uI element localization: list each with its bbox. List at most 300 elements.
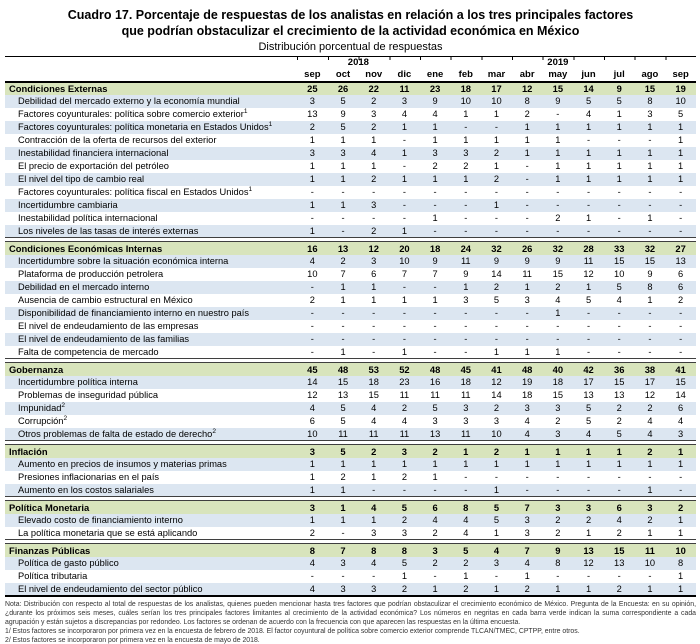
value-cell: 1 <box>297 225 328 238</box>
value-cell: 1 <box>493 135 500 145</box>
value-cell: 12 <box>644 390 656 400</box>
value-cell: 2 <box>481 281 512 294</box>
value-cell: 2 <box>481 173 512 186</box>
section-total-cell: 48 <box>512 363 543 376</box>
value-cell: 15 <box>604 376 635 389</box>
value-cell: - <box>617 321 621 331</box>
value-cell: 5 <box>481 514 512 527</box>
value-cell: - <box>617 213 621 223</box>
table-row <box>5 268 696 281</box>
value-cell: - <box>648 321 652 331</box>
value-cell: 10 <box>481 428 512 441</box>
value-cell: 13 <box>614 390 625 400</box>
value-cell: 5 <box>493 295 500 305</box>
value-cell: 1 <box>481 527 512 540</box>
value-cell: - <box>389 484 420 497</box>
value-cell: 5 <box>328 95 359 108</box>
value-cell: 4 <box>616 295 622 305</box>
value-cell: 4 <box>358 147 389 160</box>
value-cell: 11 <box>358 428 389 441</box>
value-cell: - <box>372 187 376 197</box>
value-cell: 1 <box>450 458 481 471</box>
value-cell: 1 <box>309 135 315 145</box>
value-cell: 1 <box>481 346 512 359</box>
section-total-cell: 45 <box>450 363 481 376</box>
value-cell: 6 <box>665 402 696 415</box>
section-total-cell: 42 <box>573 363 604 376</box>
value-cell: 3 <box>665 428 696 441</box>
value-cell: 1 <box>420 121 451 134</box>
value-cell: 1 <box>573 281 604 294</box>
value-cell: - <box>358 333 389 346</box>
value-cell: 2 <box>555 416 561 426</box>
value-cell: 1 <box>555 135 561 145</box>
table-row <box>5 121 696 134</box>
section-total-cell: 9 <box>604 82 635 95</box>
value-cell: 14 <box>675 390 686 400</box>
value-cell: 1 <box>328 514 359 527</box>
table-row <box>5 173 696 186</box>
value-cell: 4 <box>647 416 653 426</box>
value-cell: - <box>450 333 481 346</box>
value-cell: - <box>679 213 683 223</box>
table-row <box>5 428 696 441</box>
value-cell: 15 <box>665 376 696 389</box>
row-label <box>5 333 297 346</box>
row-label <box>5 281 297 294</box>
value-cell: 1 <box>481 458 512 471</box>
value-cell: 5 <box>585 295 592 305</box>
value-cell: 4 <box>555 295 561 305</box>
value-cell: - <box>389 333 420 346</box>
value-cell: 2 <box>450 557 481 570</box>
section-total-cell: 3 <box>420 544 451 557</box>
section-header-label: Política Monetaria <box>5 501 297 514</box>
value-cell: - <box>297 307 328 320</box>
value-cell: 2 <box>604 527 635 540</box>
value-cell: - <box>402 321 406 331</box>
value-cell: - <box>586 321 591 331</box>
value-cell: - <box>389 199 420 212</box>
row-label <box>5 121 297 134</box>
value-cell: 4 <box>604 514 635 527</box>
value-cell: 3 <box>420 147 451 160</box>
section-total-cell: 1 <box>665 445 696 458</box>
value-cell: 18 <box>521 390 533 400</box>
value-cell: 8 <box>635 281 666 294</box>
section-header-row <box>5 445 696 458</box>
row-label <box>5 527 297 540</box>
value-cell: - <box>573 199 604 212</box>
value-cell: 10 <box>450 95 481 108</box>
value-cell: 1 <box>371 161 377 171</box>
value-cell: 1 <box>573 121 604 134</box>
section-total-cell: 7 <box>512 544 543 557</box>
value-cell: - <box>635 346 666 359</box>
section-total-cell: 3 <box>543 501 574 514</box>
title-line-2: que podrían obstaculizar el crecimiento de la actividad económica en México <box>121 24 580 38</box>
value-cell: 2 <box>297 527 328 540</box>
value-cell: - <box>328 527 359 540</box>
value-cell: 1 <box>432 472 438 482</box>
section-total-cell: 6 <box>604 501 635 514</box>
value-cell: 2 <box>328 255 359 268</box>
row-label-text: Inestabilidad financiera internacional <box>18 148 169 158</box>
table-row <box>5 307 696 320</box>
value-cell: 1 <box>358 281 389 294</box>
value-cell: 1 <box>328 458 359 471</box>
section-total-cell: 18 <box>450 82 481 95</box>
section-total-cell: 26 <box>328 82 359 95</box>
value-cell: - <box>358 307 389 320</box>
value-cell: 1 <box>512 121 543 134</box>
row-label-text: Debilidad del mercado externo y la economía mundial <box>18 96 240 106</box>
section-total-cell: 1 <box>328 501 359 514</box>
month-header: abr <box>512 69 543 82</box>
value-cell: - <box>665 307 696 320</box>
value-cell: 6 <box>665 281 696 294</box>
value-cell: 4 <box>297 255 328 268</box>
year-corner-cell <box>5 57 297 69</box>
value-cell: 3 <box>358 199 389 212</box>
value-cell: 10 <box>389 255 420 268</box>
row-label <box>5 346 297 359</box>
table-row <box>5 514 696 527</box>
value-cell: 8 <box>512 95 543 108</box>
value-cell: - <box>328 307 359 320</box>
row-label <box>5 307 297 320</box>
value-cell: 11 <box>450 428 481 441</box>
section-total-cell: 19 <box>665 82 696 95</box>
value-cell: - <box>604 199 635 212</box>
row-label-text: Política de gasto público <box>18 558 119 568</box>
value-cell: 1 <box>389 225 420 238</box>
section-total-cell: 8 <box>389 544 420 557</box>
section-total-cell: 41 <box>665 363 696 376</box>
value-cell: 9 <box>512 255 543 268</box>
value-cell: - <box>450 346 481 359</box>
value-cell: - <box>556 571 560 581</box>
value-cell: 5 <box>604 95 635 108</box>
value-cell: 1 <box>432 135 438 145</box>
value-cell: 15 <box>328 376 359 389</box>
section-total-cell: 4 <box>481 544 512 557</box>
value-cell: 1 <box>481 199 512 212</box>
row-label-text: Otros problemas de falta de estado de derecho <box>18 428 213 439</box>
value-cell: 4 <box>573 428 604 441</box>
year-label: 2019 <box>420 57 696 69</box>
value-cell: 1 <box>463 135 469 145</box>
value-cell: 18 <box>450 376 481 389</box>
table-row <box>5 199 696 212</box>
month-corner-cell <box>5 69 297 82</box>
value-cell: - <box>450 484 481 497</box>
value-cell: 1 <box>297 173 328 186</box>
value-cell: 2 <box>463 161 469 171</box>
table-row <box>5 458 696 471</box>
value-cell: - <box>341 213 345 223</box>
value-cell: 2 <box>420 527 451 540</box>
value-cell: - <box>450 307 481 320</box>
section-header-row <box>5 82 696 95</box>
value-cell: 3 <box>328 147 359 160</box>
section-total-cell: 2 <box>420 445 451 458</box>
value-cell: 3 <box>463 416 469 426</box>
value-cell: 3 <box>328 583 359 596</box>
value-cell: - <box>310 321 314 331</box>
value-cell: 3 <box>543 402 574 415</box>
value-cell: 2 <box>297 121 328 134</box>
value-cell: 1 <box>524 135 530 145</box>
value-cell: - <box>617 187 621 197</box>
row-label-text: Política tributaria <box>18 571 88 581</box>
value-cell: 1 <box>678 571 684 581</box>
value-cell: 1 <box>389 346 420 359</box>
section-total-cell: 1 <box>450 445 481 458</box>
value-cell: 3 <box>297 147 328 160</box>
value-cell: 1 <box>432 213 438 223</box>
value-cell: 2 <box>309 295 315 305</box>
section-total-cell: 7 <box>512 501 543 514</box>
row-label <box>5 212 297 225</box>
value-cell: 4 <box>358 402 389 415</box>
value-cell: 5 <box>389 557 420 570</box>
value-cell: 5 <box>604 281 635 294</box>
row-label-text: Presiones inflacionarias en el país <box>18 472 160 482</box>
value-cell: - <box>556 472 560 482</box>
value-cell: 1 <box>665 121 696 134</box>
value-cell: - <box>512 199 543 212</box>
value-cell: 3 <box>328 557 359 570</box>
section-total-cell: 11 <box>389 82 420 95</box>
value-cell: 1 <box>401 295 407 305</box>
value-cell: 4 <box>297 583 328 596</box>
row-label-text: Incertidumbre cambiaria <box>18 200 118 210</box>
title-line-1: Cuadro 17. Porcentaje de respuestas de los analistas en relación a los tres principales factores <box>67 8 634 22</box>
value-cell: - <box>635 307 666 320</box>
value-cell: 1 <box>665 583 696 596</box>
value-cell: - <box>494 571 499 581</box>
value-cell: 11 <box>450 255 481 268</box>
value-cell: 1 <box>328 346 359 359</box>
value-cell: - <box>635 333 666 346</box>
value-cell: - <box>402 213 406 223</box>
section-header-label: Gobernanza <box>5 363 297 376</box>
section-total-cell: 2 <box>358 445 389 458</box>
value-cell: - <box>665 199 696 212</box>
value-cell: 8 <box>635 95 666 108</box>
value-cell: - <box>389 307 420 320</box>
row-label <box>5 402 297 415</box>
value-cell: 1 <box>420 173 451 186</box>
value-cell: 2 <box>481 402 512 415</box>
value-cell: 10 <box>307 269 318 279</box>
value-cell: - <box>525 161 529 171</box>
row-label <box>5 147 297 160</box>
value-cell: 2 <box>401 472 407 482</box>
section-total-cell: 1 <box>573 445 604 458</box>
row-label-text: Incertidumbre política interna <box>18 377 138 387</box>
value-cell: 5 <box>340 416 346 426</box>
value-cell: 1 <box>389 147 420 160</box>
value-cell: 4 <box>450 514 481 527</box>
value-cell: - <box>420 281 451 294</box>
value-cell: 15 <box>635 255 666 268</box>
value-cell: 1 <box>512 458 543 471</box>
value-cell: 1 <box>604 147 635 160</box>
value-cell: - <box>341 571 345 581</box>
section-total-cell: 2 <box>481 445 512 458</box>
value-cell: 1 <box>328 199 359 212</box>
value-cell: 4 <box>358 557 389 570</box>
row-label <box>5 570 297 583</box>
value-cell: - <box>494 321 499 331</box>
value-cell: 2 <box>604 583 635 596</box>
section-total-cell: 5 <box>328 445 359 458</box>
section-total-cell: 12 <box>512 82 543 95</box>
value-cell: 6 <box>678 269 684 279</box>
value-cell: 4 <box>297 557 328 570</box>
value-cell: 15 <box>552 269 564 279</box>
value-cell: - <box>420 333 451 346</box>
value-cell: 12 <box>573 557 604 570</box>
value-cell: 17 <box>635 376 666 389</box>
value-cell: 1 <box>678 135 684 145</box>
value-cell: 3 <box>524 295 530 305</box>
value-cell: - <box>617 135 621 145</box>
value-cell: - <box>512 333 543 346</box>
value-cell: 2 <box>358 225 389 238</box>
value-cell: - <box>310 571 314 581</box>
value-cell: 2 <box>555 213 561 223</box>
value-cell: 1 <box>635 583 666 596</box>
section-total-cell: 23 <box>420 82 451 95</box>
row-label-text: Incertidumbre sobre la situación económica interna <box>18 256 229 266</box>
value-cell: 2 <box>358 121 389 134</box>
value-cell: 9 <box>420 255 451 268</box>
value-cell: 2 <box>616 416 622 426</box>
month-header: sep <box>665 69 696 82</box>
value-cell: - <box>420 225 451 238</box>
value-cell: - <box>648 472 652 482</box>
value-cell: - <box>433 571 437 581</box>
value-cell: 1 <box>665 173 696 186</box>
section-total-cell: 6 <box>420 501 451 514</box>
value-cell: - <box>328 333 359 346</box>
table-row <box>5 320 696 333</box>
value-cell: 4 <box>512 557 543 570</box>
section-total-cell: 13 <box>328 242 359 255</box>
value-cell: - <box>358 346 389 359</box>
value-cell: - <box>556 109 560 119</box>
row-label-text: Factores coyunturales: política monetaria en Estados Unidos <box>18 122 269 132</box>
value-cell: 1 <box>389 458 420 471</box>
value-cell: - <box>648 571 652 581</box>
section-header-row <box>5 363 696 376</box>
value-cell: - <box>512 307 543 320</box>
value-cell: 4 <box>401 109 407 119</box>
value-cell: 16 <box>420 376 451 389</box>
table-row <box>5 484 696 497</box>
section-total-cell: 18 <box>420 242 451 255</box>
value-cell: - <box>604 307 635 320</box>
value-cell: 12 <box>481 376 512 389</box>
value-cell: 2 <box>635 402 666 415</box>
value-cell: 4 <box>450 527 481 540</box>
value-cell: 14 <box>491 390 502 400</box>
section-total-cell: 32 <box>543 242 574 255</box>
value-cell: 11 <box>573 255 604 268</box>
value-cell: 1 <box>450 281 481 294</box>
value-cell: - <box>525 321 529 331</box>
value-cell: 2 <box>450 583 481 596</box>
footnote-nota: Nota: Distribución con respecto al total de respuestas de los analistas, quienes pueden mencionar hasta tres factores que podrían obstaculizar el crecimiento económico de México. Pregunta de la Encuesta: en su opinión, ¿durante los próximos seis meses, cuáles serían los tres principales factores limitantes al crecimiento de la actividad económica? Los números en negritas en cada barra verde indican la suma correspondiente a cada agrupación y están sujetos a discrepancias por redondeo. Los factores se ordenan de acuerdo con la frecuencia con que aparecen las respuestas en la última encuesta. <box>5 600 696 626</box>
section-header-label: Condiciones Económicas Internas <box>5 242 297 255</box>
value-cell: - <box>481 225 512 238</box>
value-cell: - <box>464 187 468 197</box>
section-total-cell: 48 <box>420 363 451 376</box>
value-cell: 1 <box>543 307 574 320</box>
value-cell: 9 <box>647 269 653 279</box>
row-label <box>5 389 297 402</box>
value-cell: 10 <box>614 269 625 279</box>
value-cell: 1 <box>512 346 543 359</box>
table-row <box>5 281 696 294</box>
value-cell: 11 <box>328 428 359 441</box>
value-cell: 2 <box>524 109 530 119</box>
value-cell: 9 <box>543 95 574 108</box>
row-label-text: Problemas de inseguridad pública <box>18 390 159 400</box>
month-header: sep <box>297 69 328 82</box>
value-cell: 7 <box>401 269 407 279</box>
value-cell: 1 <box>635 458 666 471</box>
row-label <box>5 255 297 268</box>
value-cell: 1 <box>573 458 604 471</box>
section-total-cell: 22 <box>358 82 389 95</box>
section-total-cell: 41 <box>481 363 512 376</box>
section-total-cell: 1 <box>604 445 635 458</box>
row-label-text: Debilidad en el mercado interno <box>18 282 150 292</box>
value-cell: 3 <box>512 402 543 415</box>
month-header: oct <box>328 69 359 82</box>
section-total-cell: 45 <box>297 363 328 376</box>
value-cell: 18 <box>358 376 389 389</box>
value-cell: 1 <box>297 484 328 497</box>
value-cell: - <box>481 121 512 134</box>
month-header: dic <box>389 69 420 82</box>
value-cell: - <box>635 199 666 212</box>
section-total-cell: 8 <box>297 544 328 557</box>
value-cell: 1 <box>450 173 481 186</box>
value-cell: 2 <box>420 557 451 570</box>
value-cell: 1 <box>555 161 561 171</box>
value-cell: 2 <box>604 402 635 415</box>
value-cell: - <box>635 225 666 238</box>
section-total-cell: 3 <box>573 501 604 514</box>
value-cell: 13 <box>604 557 635 570</box>
row-label-text: Factores coyunturales: política sobre comercio exterior <box>18 109 244 119</box>
month-header: nov <box>358 69 389 82</box>
value-cell: 4 <box>371 416 377 426</box>
section-total-cell: 4 <box>358 501 389 514</box>
value-cell: 1 <box>647 213 653 223</box>
table-row <box>5 527 696 540</box>
section-total-cell: 1 <box>512 445 543 458</box>
section-header-row <box>5 544 696 557</box>
value-cell: 1 <box>328 173 359 186</box>
value-cell: 1 <box>573 173 604 186</box>
value-cell: 1 <box>481 583 512 596</box>
